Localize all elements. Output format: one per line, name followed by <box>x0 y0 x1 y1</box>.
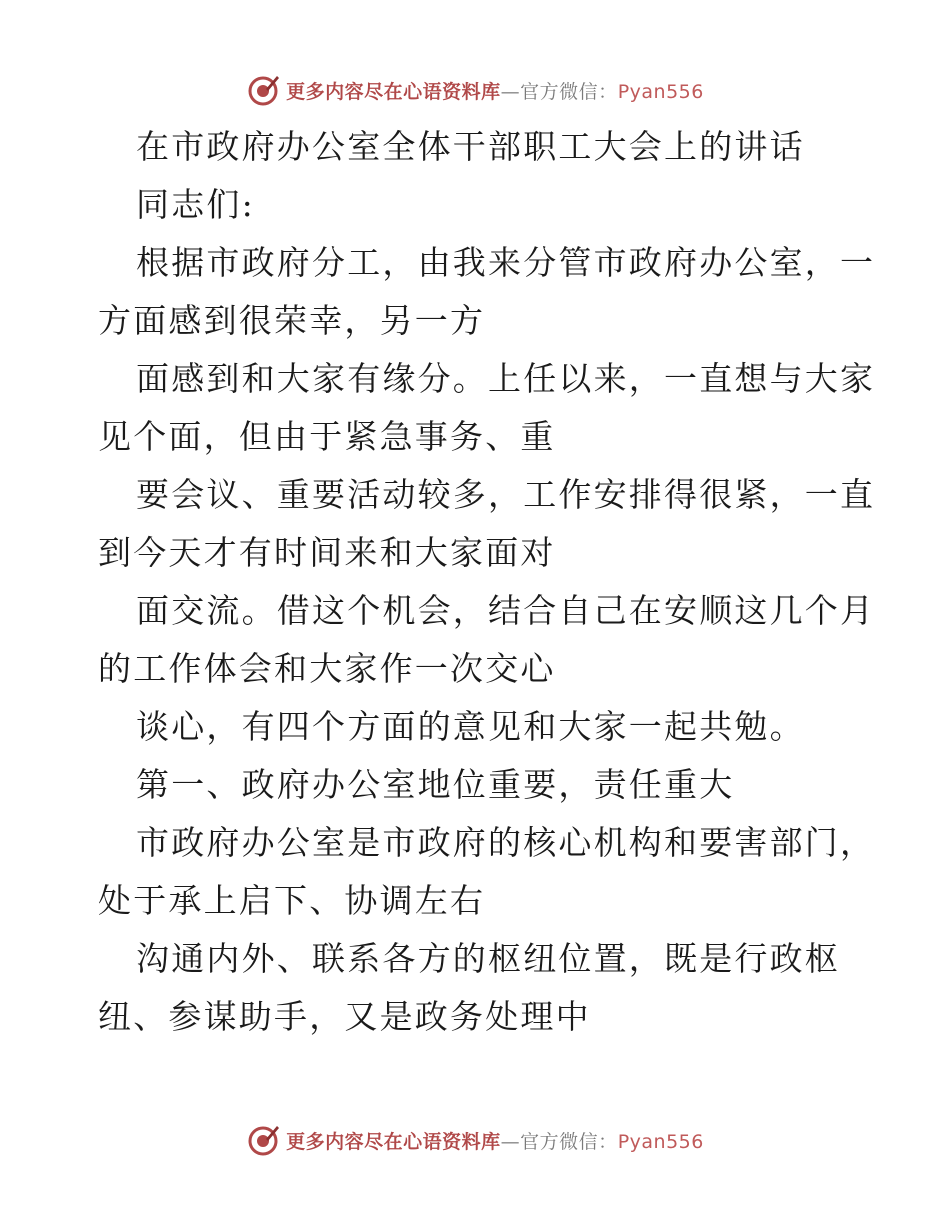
watermark-text: 更多内容尽在心语资料库 <box>286 80 501 103</box>
document-body <box>98 118 876 1046</box>
paragraph-line: 要会议、重要活动较多，工作安排得很紧，一直 <box>136 475 876 514</box>
paragraph-line: 面感到和大家有缘分。上任以来，一直想与大家 <box>136 359 876 398</box>
paragraph-line: 市政府办公室是市政府的核心机构和要害部门， <box>136 823 876 862</box>
paragraph-line: 根据市政府分工，由我来分管市政府办公室，一 <box>136 243 876 282</box>
watermark-dash: — <box>500 1130 521 1153</box>
watermark-account: Pyan556 <box>617 1130 704 1153</box>
watermark-official-label: 官方微信： <box>520 1130 618 1153</box>
quill-logo-icon <box>246 1123 280 1157</box>
document-title: 在市政府办公室全体干部职工大会上的讲话 <box>136 127 805 166</box>
quill-logo-icon <box>246 73 280 107</box>
section-heading: 第一、政府办公室地位重要，责任重大 <box>136 765 735 804</box>
paragraph-line: 见个面，但由于紧急事务、重 <box>98 417 556 456</box>
paragraph-line: 处于承上启下、协调左右 <box>98 881 486 920</box>
paragraph-line: 的工作体会和大家作一次交心 <box>98 649 556 688</box>
paragraph-line: 面交流。借这个机会，结合自己在安顺这几个月 <box>136 591 876 630</box>
watermark-official-label: 官方微信： <box>520 80 618 103</box>
paragraph-line: 谈心，有四个方面的意见和大家一起共勉。 <box>136 707 805 746</box>
watermark-text: 更多内容尽在心语资料库 <box>286 1130 501 1153</box>
paragraph-line: 沟通内外、联系各方的枢纽位置，既是行政枢 <box>136 939 840 978</box>
watermark-footer <box>0 1120 950 1160</box>
watermark-dash: — <box>500 80 521 103</box>
watermark-account: Pyan556 <box>617 80 704 103</box>
salutation: 同志们: <box>136 185 255 224</box>
paragraph-line: 纽、参谋助手，又是政务处理中 <box>98 997 591 1036</box>
paragraph-line: 到今天才有时间来和大家面对 <box>98 533 556 572</box>
watermark-header <box>0 70 950 110</box>
paragraph-line: 方面感到很荣幸，另一方 <box>98 301 486 340</box>
